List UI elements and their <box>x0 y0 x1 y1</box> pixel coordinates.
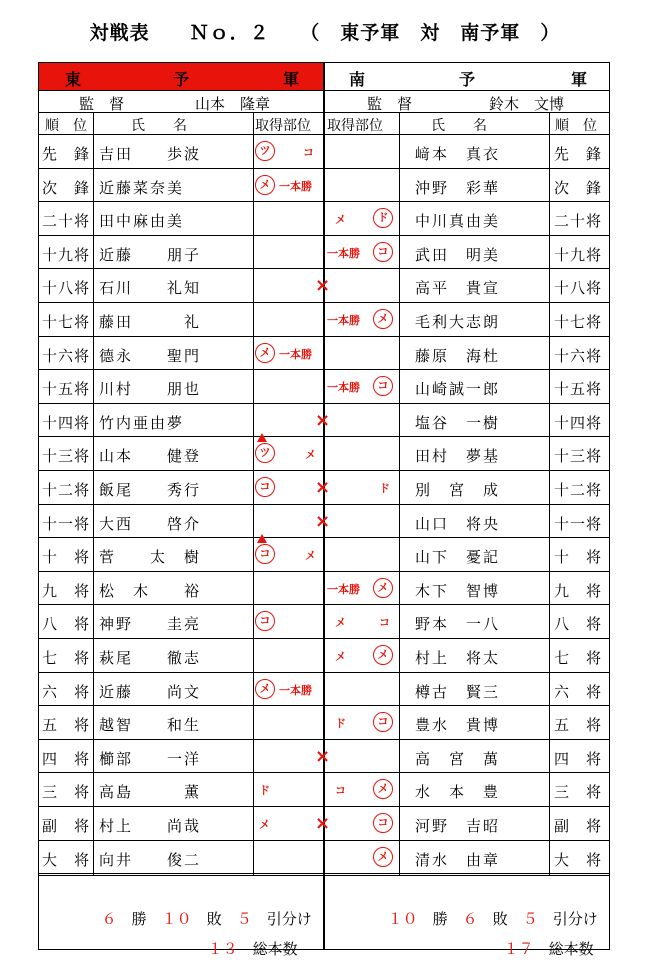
player-row <box>39 202 323 236</box>
player-name: 神野 圭亮 <box>99 615 202 634</box>
score-mark: 一本勝 <box>279 683 312 697</box>
player-name: 田中麻由美 <box>99 212 185 231</box>
player-row <box>325 706 609 740</box>
player-name: 木下 智博 <box>415 581 501 600</box>
player-row <box>325 807 609 841</box>
draw-mark: × <box>315 813 331 834</box>
score-mark: 一本勝 <box>327 246 360 260</box>
score-circle-mark: メ <box>255 175 275 195</box>
player-name: 清水 由章 <box>415 850 501 869</box>
player-name: 菅 太 樹 <box>99 548 202 567</box>
score-circle-mark: メ <box>373 645 393 665</box>
match-sheet <box>38 62 610 958</box>
penalty-triangle-icon <box>257 433 267 442</box>
player-row <box>325 841 609 875</box>
player-name: 櫛部 一洋 <box>99 749 202 768</box>
east-manager-name: 山本 隆章 <box>195 95 271 113</box>
draw-mark: × <box>315 477 331 498</box>
player-row <box>325 505 609 539</box>
total-label: 総本数 <box>548 940 594 958</box>
player-rank: 五 将 <box>41 716 90 735</box>
loss-label: 敗 <box>206 910 222 928</box>
player-row <box>325 370 609 404</box>
title-east: 東予軍 <box>340 22 401 44</box>
score-mark: コ <box>379 616 390 630</box>
south-manager-name: 鈴木 文博 <box>489 95 565 113</box>
player-row <box>325 169 609 203</box>
south-team-char: 軍 <box>571 70 588 89</box>
east-manager-label: 監 督 <box>79 95 125 113</box>
player-name: 水 本 豊 <box>415 783 501 802</box>
player-row <box>325 437 609 471</box>
player-rank: 九 将 <box>41 581 90 600</box>
score-circle-mark: コ <box>255 477 275 497</box>
east-header-score: 取得部位 <box>255 118 311 134</box>
south-team-char: 予 <box>459 70 476 89</box>
title-vs: 対 <box>420 22 441 44</box>
player-row <box>39 572 323 606</box>
player-rank: 四 将 <box>553 749 602 768</box>
player-rank: 四 将 <box>41 749 90 768</box>
player-name: 近藤 朋子 <box>99 245 202 264</box>
draw-mark: × <box>315 275 331 297</box>
south-total-points: １７ <box>503 940 534 958</box>
player-name: 田村 夢基 <box>415 447 501 466</box>
player-row <box>325 135 609 169</box>
player-name: 松 木 裕 <box>99 581 202 600</box>
east-team-header <box>39 63 323 91</box>
player-name: 德永 聖門 <box>99 346 202 365</box>
player-rank: 八 将 <box>41 615 90 634</box>
player-rank: 十二将 <box>553 481 602 499</box>
player-rank: 九 将 <box>553 581 602 600</box>
south-manager-row <box>325 91 609 113</box>
player-name: 山崎誠一郎 <box>415 380 501 399</box>
south-manager-label: 監 督 <box>367 95 413 113</box>
player-row <box>325 605 609 639</box>
score-circle-mark: ツ <box>255 141 275 161</box>
score-mark: 一本勝 <box>279 179 312 193</box>
player-row <box>325 740 609 774</box>
player-name: 村上 尚哉 <box>99 817 202 835</box>
title-number: Ｎｏ．２ <box>189 22 270 44</box>
player-name: 萩尾 徹志 <box>99 649 202 667</box>
south-column-headers <box>325 113 609 135</box>
player-rank: 十六将 <box>553 346 602 365</box>
player-row <box>39 505 323 539</box>
player-rank: 大 将 <box>41 850 90 869</box>
score-mark: ド <box>259 784 270 798</box>
summary-section <box>39 875 609 958</box>
player-rank: 八 将 <box>553 615 602 634</box>
player-rank: 十七将 <box>41 313 90 331</box>
player-row <box>325 673 609 707</box>
player-rank: 六 将 <box>41 682 90 701</box>
player-row <box>39 236 323 270</box>
score-circle-mark: コ <box>255 611 275 631</box>
player-rank: 先 鋒 <box>553 145 602 163</box>
title-label: 対戦表 <box>89 22 150 44</box>
east-team-char: 東 <box>65 70 82 89</box>
player-name: 越智 和生 <box>99 716 202 735</box>
player-rank: 二十将 <box>41 212 90 231</box>
player-name: 大西 啓介 <box>99 514 202 533</box>
east-wins: ６ <box>101 910 117 928</box>
player-name: 塩谷 一樹 <box>415 413 501 432</box>
south-header-rank: 順 位 <box>555 118 597 134</box>
player-rank: 十三将 <box>553 447 602 466</box>
score-mark: コ <box>303 146 314 159</box>
player-row <box>325 202 609 236</box>
player-row <box>39 706 323 740</box>
player-name: 飯尾 秀行 <box>99 481 202 499</box>
player-rank: 十四将 <box>553 413 602 432</box>
score-mark: ド <box>379 482 390 495</box>
player-rank: 十一将 <box>41 514 90 533</box>
south-total <box>475 920 594 977</box>
east-total-points: １３ <box>207 940 238 958</box>
south-header-score: 取得部位 <box>327 118 383 134</box>
player-rank: 次 鋒 <box>41 178 90 197</box>
player-name: 吉田 歩波 <box>99 145 202 163</box>
player-name: 川村 朋也 <box>99 380 202 399</box>
east-team-char: 予 <box>173 70 190 89</box>
score-mark: 一本勝 <box>327 381 360 395</box>
page-title <box>0 18 650 45</box>
south-team-char: 南 <box>349 70 366 89</box>
player-rank: 次 鋒 <box>553 178 602 197</box>
score-circle-mark: メ <box>255 679 275 699</box>
player-rank: 十五将 <box>41 380 90 399</box>
player-name: 竹内亜由夢 <box>99 413 185 432</box>
score-circle-mark: コ <box>373 813 393 833</box>
player-rank: 十 将 <box>553 548 602 567</box>
player-row <box>325 639 609 673</box>
player-row <box>39 605 323 639</box>
player-name: 中川真由美 <box>415 212 501 231</box>
score-circle-mark: コ <box>255 544 275 564</box>
score-mark: ド <box>335 717 346 731</box>
player-rank: 十八将 <box>553 279 602 298</box>
east-header-rank: 順 位 <box>45 118 87 134</box>
south-team-header <box>325 63 609 91</box>
player-row <box>325 337 609 371</box>
south-header-name: 氏 名 <box>431 118 487 134</box>
south-losses: ６ <box>462 910 478 928</box>
player-rank: 七 将 <box>41 649 90 667</box>
score-mark: 一本勝 <box>327 582 360 596</box>
player-name: 近藤 尚文 <box>99 682 202 701</box>
title-paren-close: ） <box>540 22 561 44</box>
player-row <box>39 639 323 673</box>
player-row <box>325 303 609 337</box>
player-row <box>325 404 609 438</box>
score-mark: 一本勝 <box>327 314 360 327</box>
player-name: 石川 礼知 <box>99 279 202 298</box>
player-rank: 副 将 <box>553 817 602 835</box>
player-name: 高 宮 萬 <box>415 749 501 768</box>
player-name: 村上 将太 <box>415 649 501 667</box>
player-row <box>39 841 323 875</box>
player-name: 豊水 貴博 <box>415 716 501 735</box>
player-name: 山口 将央 <box>415 514 501 533</box>
score-mark: メ <box>305 549 316 563</box>
player-name: 高島 薫 <box>99 783 202 802</box>
player-name: 近藤菜奈美 <box>99 178 185 197</box>
score-mark: メ <box>335 616 346 630</box>
score-circle-mark: メ <box>373 578 393 598</box>
player-row <box>39 740 323 774</box>
player-row <box>39 404 323 438</box>
player-name: 藤田 礼 <box>99 313 202 331</box>
score-mark: メ <box>335 650 346 663</box>
player-rank: 十九将 <box>41 245 90 264</box>
player-name: 沖野 彩華 <box>415 178 501 197</box>
loss-label: 敗 <box>492 910 508 928</box>
score-circle-mark: ド <box>373 208 393 228</box>
player-name: 山下 憂記 <box>415 548 501 567</box>
player-rank: 副 将 <box>41 817 90 835</box>
player-row <box>39 773 323 807</box>
score-circle-mark: メ <box>373 309 393 329</box>
penalty-triangle-icon <box>257 534 267 543</box>
score-mark: メ <box>335 213 346 227</box>
player-name: 河野 吉昭 <box>415 817 501 835</box>
player-rank: 七 将 <box>553 649 602 667</box>
player-row <box>325 773 609 807</box>
player-name: 山本 健登 <box>99 447 202 466</box>
east-total <box>179 920 298 977</box>
score-circle-mark: ツ <box>255 443 275 463</box>
player-row <box>39 135 323 169</box>
score-circle-mark: コ <box>373 712 393 732</box>
player-row <box>39 370 323 404</box>
draw-label: 引分け <box>266 910 312 928</box>
east-draws: ５ <box>236 910 252 928</box>
draw-mark: × <box>315 409 331 431</box>
score-mark: メ <box>305 448 316 462</box>
player-rank: 十四将 <box>41 413 90 432</box>
draw-label: 引分け <box>552 910 598 928</box>
player-name: 別 宮 成 <box>415 481 501 499</box>
score-mark: メ <box>259 818 270 831</box>
player-rank: 五 将 <box>553 716 602 735</box>
score-circle-mark: コ <box>373 242 393 262</box>
player-rank: 十九将 <box>553 245 602 264</box>
player-rank: 大 将 <box>553 850 602 869</box>
score-circle-mark: メ <box>373 847 393 867</box>
south-draws: ５ <box>522 910 538 928</box>
player-name: 樽古 賢三 <box>415 682 501 701</box>
east-column-headers <box>39 113 323 135</box>
title-paren-open: （ <box>309 22 321 44</box>
east-team-char: 軍 <box>283 70 300 89</box>
player-rank: 十三将 <box>41 447 90 466</box>
player-row <box>325 269 609 303</box>
player-rank: 十七将 <box>553 313 602 331</box>
total-label: 総本数 <box>252 940 298 958</box>
player-rank: 十五将 <box>553 380 602 399</box>
player-row <box>39 437 323 471</box>
south-wins: １０ <box>387 910 418 928</box>
player-row <box>39 303 323 337</box>
player-row <box>325 538 609 572</box>
player-rank: 十八将 <box>41 279 90 298</box>
east-manager-row <box>39 91 323 113</box>
score-circle-mark: メ <box>373 779 393 799</box>
player-name: 﨑本 真衣 <box>415 145 501 163</box>
player-rank: 六 将 <box>553 682 602 701</box>
player-row <box>39 538 323 572</box>
player-row <box>39 807 323 841</box>
player-row <box>39 269 323 303</box>
east-losses: １０ <box>161 910 192 928</box>
player-name: 野本 一八 <box>415 615 501 634</box>
score-mark: 一本勝 <box>279 347 312 361</box>
player-name: 毛利大志朗 <box>415 313 501 331</box>
east-header-name: 氏 名 <box>131 118 187 134</box>
player-row <box>39 471 323 505</box>
player-rank: 先 鋒 <box>41 145 90 163</box>
score-mark: コ <box>335 784 346 798</box>
player-rank: 二十将 <box>553 212 602 231</box>
draw-mark: × <box>315 745 331 767</box>
draw-mark: × <box>315 510 331 532</box>
player-name: 藤原 海杜 <box>415 346 501 365</box>
player-row <box>325 236 609 270</box>
win-label: 勝 <box>131 910 147 928</box>
player-rank: 十 将 <box>41 548 90 567</box>
player-row <box>325 471 609 505</box>
player-rank: 十二将 <box>41 481 90 499</box>
player-rank: 十一将 <box>553 514 602 533</box>
win-label: 勝 <box>432 910 448 928</box>
title-south: 南予軍 <box>460 22 521 44</box>
player-name: 向井 俊二 <box>99 850 202 869</box>
player-name: 高平 貴宣 <box>415 279 501 298</box>
score-circle-mark: コ <box>373 376 393 396</box>
player-rank: 十六将 <box>41 346 90 365</box>
player-name: 武田 明美 <box>415 245 501 264</box>
player-rank: 三 将 <box>41 783 90 802</box>
player-rank: 三 将 <box>553 783 602 802</box>
player-row <box>325 572 609 606</box>
score-circle-mark: メ <box>255 343 275 363</box>
